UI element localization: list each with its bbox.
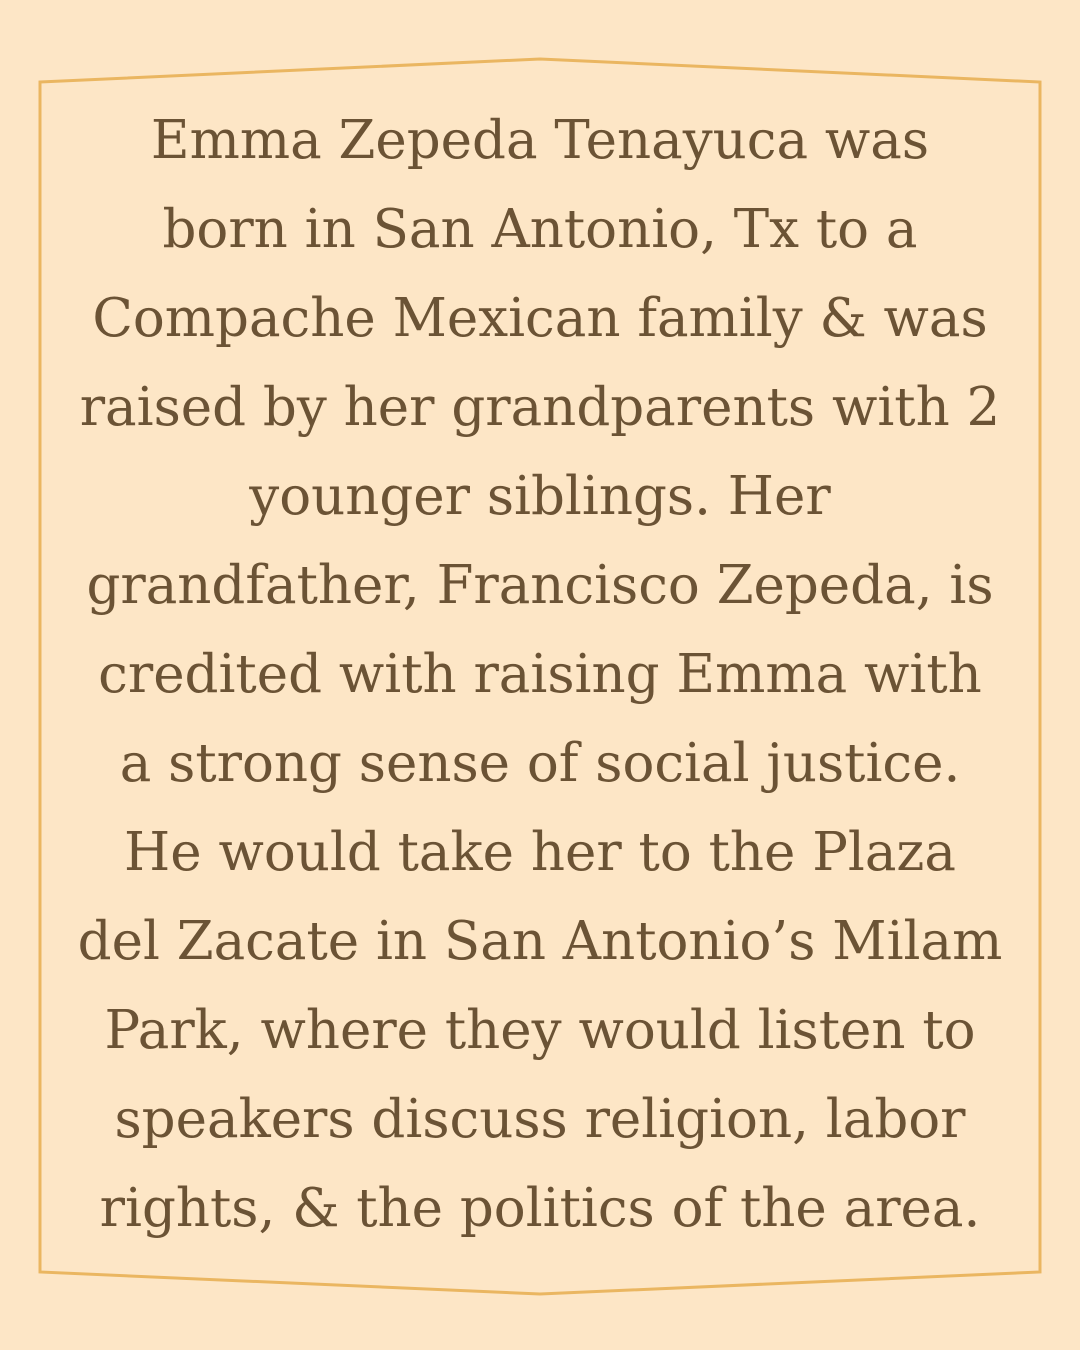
text-line: He would take her to the Plaza <box>124 822 956 883</box>
text-line: raised by her grandparents with 2 <box>79 377 1001 438</box>
text-line: a strong sense of social justice. <box>119 733 961 794</box>
biography-text <box>48 96 1032 1253</box>
text-line: Emma Zepeda Tenayuca was <box>150 110 930 171</box>
text-line: Park, where they would listen to <box>104 1000 976 1061</box>
text-line: del Zacate in San Antonio’s Milam <box>77 911 1003 972</box>
text-line: Compache Mexican family & was <box>92 288 988 349</box>
text-line: younger siblings. Her <box>249 466 831 527</box>
text-line: speakers discuss religion, labor <box>114 1089 966 1150</box>
text-line: grandfather, Francisco Zepeda, is <box>86 555 994 616</box>
text-line: born in San Antonio, Tx to a <box>162 199 918 260</box>
text-line: credited with raising Emma with <box>98 644 982 705</box>
text-line: rights, & the politics of the area. <box>99 1178 981 1239</box>
